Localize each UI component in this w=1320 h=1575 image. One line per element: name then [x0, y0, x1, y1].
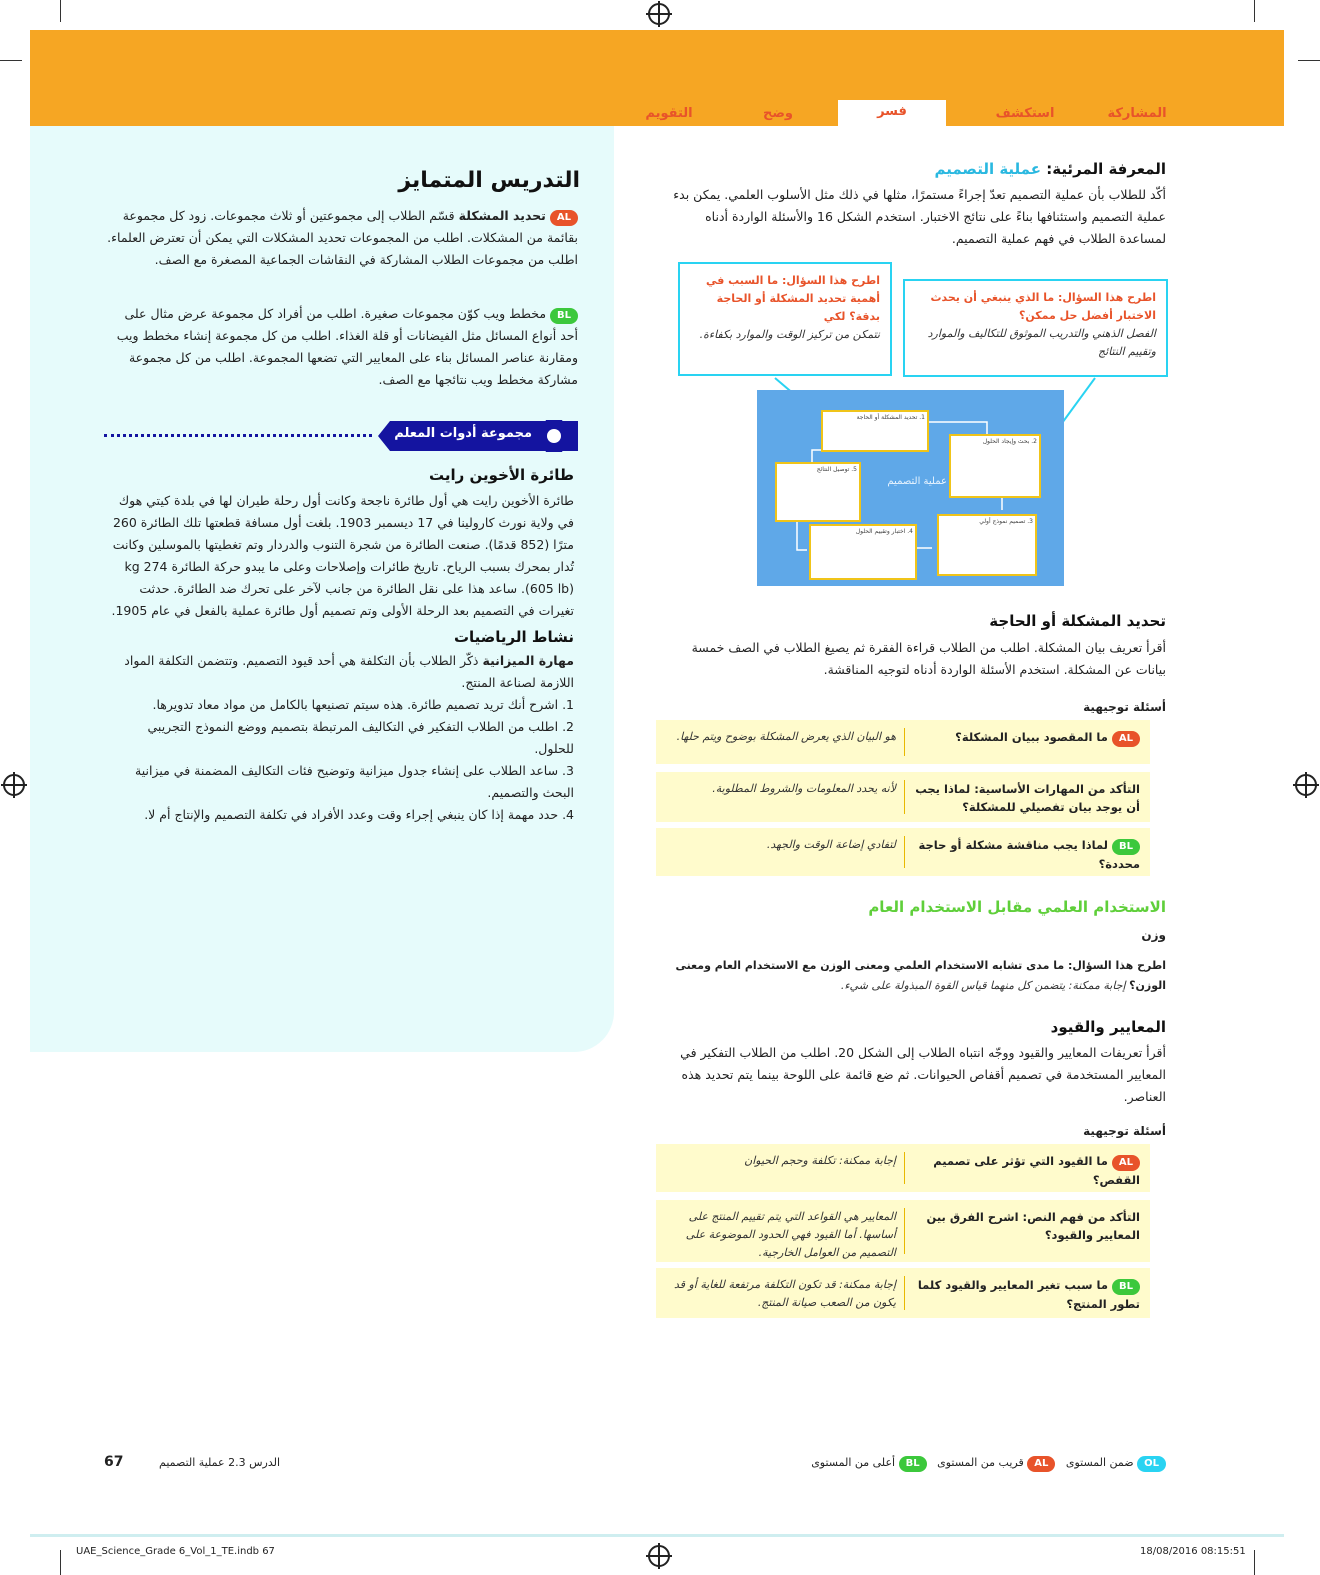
diagram-step-5: 5. توصيل النتائج	[775, 462, 861, 522]
tab-elaborate[interactable]: وضح	[762, 106, 793, 121]
math-intro-text: ذكّر الطلاب بأن التكلفة هي أحد قيود التصميم. وتتضمن التكلفة المواد اللازمة لصناعة المنتج.	[124, 653, 574, 690]
vocab-answer: إجابة ممكنة: يتضمن كل منهما قياس القوة المبذولة على شيء.	[840, 979, 1126, 992]
tab-explain[interactable]: فسر	[838, 100, 946, 128]
crop-mark	[0, 60, 22, 61]
question-row	[656, 1200, 1150, 1262]
answer-text: إجابة ممكنة: تكلفة وحجم الحيوان	[744, 1154, 896, 1167]
dotted-divider	[104, 434, 372, 437]
question-row	[656, 772, 1150, 822]
question-row	[656, 1144, 1150, 1192]
history-title: طائرة الأخوين رايت	[429, 466, 574, 484]
crop-mark	[1298, 60, 1320, 61]
math-step: 3. ساعد الطلاب على إنشاء جدول ميزانية وتوضيح فئات التكاليف المضمنة في ميزانية البحث والتصميم.	[135, 763, 574, 800]
science-vs-common-title: الاستخدام العلمي مقابل الاستخدام العام	[868, 898, 1166, 916]
define-problem-text: أقرأ تعريف بيان المشكلة. اطلب من الطلاب قراءة الفقرة ثم يصيغ الطلاب في الصف خمسة بيانات عن المشكلة. استخدم الأسئلة الواردة أدناه لتوجيه المناقشة.	[691, 640, 1166, 677]
file-name: UAE_Science_Grade 6_Vol_1_TE.indb 67	[76, 1546, 275, 1557]
answer-text: إجابة ممكنة: قد تكون التكلفة مرتفعة للغاية أو قد يكون من الصعب صيانة المنتج.	[673, 1278, 896, 1309]
bl-badge: BL	[1112, 839, 1140, 855]
crop-mark	[60, 1550, 61, 1575]
criteria-constraints-text: أقرأ تعريفات المعايير والقيود ووجّه انتباه الطلاب إلى الشكل 20. اطلب من الطلاب التفكير في المعايير المستخدمة في تصميم أقفاص الحيوانات. ثم ضع قائمة على اللوحة بينما يتم تحديد هذه العناصر.	[680, 1045, 1166, 1104]
math-step: 2. اطلب من الطلاب التفكير في التكاليف المرتبطة بتصميم ووضع النموذج التجريبي للحلول.	[147, 719, 574, 756]
callout-question: اطرح هذا السؤال: ما الذي ينبغي أن يحدث الاختبار أفضل حل ممكن؟	[930, 291, 1156, 322]
answer-text: لتفادي إضاعة الوقت والجهد.	[766, 838, 896, 851]
bl-badge: BL	[550, 308, 578, 324]
visual-literacy-text: أكّد للطلاب بأن عملية التصميم تعدّ إجراءً مستمرًا، مثلها في ذلك مثل الأسلوب العلمي. يمكن بدء عملية التصميم واستئنافها بناءً على نتائج الاختبار. استخدم الشكل 16 والأسئلة الواردة أدناه لمساعدة الطلاب في فهم عملية التصميم.	[673, 187, 1166, 246]
diagram-step-1: 1. تحديد المشكلة أو الحاجة	[821, 410, 929, 452]
callout-question: اطرح هذا السؤال: ما السبب في أهمية تحديد المشكلة أو الحاجة بدقة؟ لكي	[705, 274, 880, 323]
al-badge: AL	[1112, 1155, 1140, 1171]
registration-mark-icon	[648, 3, 670, 25]
bl-badge: BL	[1112, 1279, 1140, 1295]
al-badge: AL	[550, 210, 578, 226]
math-step: 1. اشرح أنك تريد تصميم طائرة. هذه سيتم تصنيعها بالكامل من مواد معاد تدويرها.	[152, 697, 574, 712]
guiding-questions-title: أسئلة توجيهية	[1083, 700, 1166, 714]
question-row	[656, 1268, 1150, 1318]
legend-text: أعلى من المستوى	[811, 1456, 896, 1469]
question-text: التأكد من فهم النص: اشرح الفرق بين المعايير والقيود؟	[926, 1210, 1140, 1242]
registration-mark-icon	[648, 1545, 670, 1567]
tab-engage[interactable]: المشاركة	[1107, 106, 1167, 121]
criteria-constraints-title: المعايير والقيود	[1050, 1018, 1166, 1036]
diagram-step-3: 3. تصميم نموذج أولي	[937, 514, 1037, 576]
question-text: BL لماذا يجب مناقشة مشكلة أو حاجة محددة؟	[918, 838, 1140, 871]
page-number: 67	[104, 1454, 124, 1470]
footer-line	[30, 1534, 1284, 1537]
guiding-questions-title: أسئلة توجيهية	[1083, 1124, 1166, 1138]
define-problem-title: تحديد المشكلة أو الحاجة	[989, 612, 1166, 630]
diagram-step-2: 2. بحث وإيجاد الحلول	[949, 434, 1041, 498]
design-process-diagram	[757, 390, 1064, 586]
al-lead: تحديد المشكلة	[458, 208, 546, 223]
registration-mark-icon	[3, 774, 25, 796]
panel-title: التدريس المتمايز	[398, 168, 580, 193]
bl-text: مخطط ويب كوّن مجموعات صغيرة. اطلب من أفراد كل مجموعة عرض مثال على أحد أنواع المسائل مثل الفيضانات أو قلة الغذاء. اطلب من كل مجموعة إنشاء مخطط ويب ومقارنة عناصر المسائل بناء على المعايير التي تضعها المجموعة. اطلب من كل مجموعة مشاركة مخطط ويب نتائجها مع الصف.	[116, 306, 578, 387]
question-text: التأكد من المهارات الأساسية: لماذا يجب أن يوجد بيان تفصيلي للمشكلة؟	[915, 782, 1140, 814]
registration-mark-icon	[1295, 774, 1317, 796]
diagram-step-4: 4. اختبار وتقييم الحلول	[809, 524, 917, 580]
vocab-question: اطرح هذا السؤال: ما مدى تشابه الاستخدام العلمي ومعنى الوزن مع الاستخدام العام ومعنى الوزن؟	[675, 959, 1166, 992]
question-text: AL ما المقصود ببيان المشكلة؟	[910, 728, 1140, 747]
teacher-toolkit-title: مجموعة أدوات المعلم	[394, 426, 532, 441]
question-row	[656, 828, 1150, 876]
tab-evaluate[interactable]: التقويم	[645, 106, 693, 121]
math-steps-list	[104, 694, 574, 826]
al-badge: AL	[1112, 731, 1140, 747]
callout-answer: نتمكن من تركيز الوقت والموارد بكفاءة.	[699, 328, 880, 341]
diagram-label: عملية التصميم	[887, 476, 947, 487]
crop-mark	[1254, 1550, 1255, 1575]
answer-text: هو البيان الذي يعرض المشكلة بوضوح ويتم حلها.	[676, 730, 896, 743]
al-paragraph	[104, 205, 578, 271]
lesson-label: الدرس 2.3 عملية التصميم	[159, 1456, 280, 1469]
al-text: قسّم الطلاب إلى مجموعتين أو ثلاث مجموعات. زود كل مجموعة بقائمة من المشكلات. اطلب من المجموعات تحديد المشكلات التي يمكن أن تعترض العلماء. اطلب من مجموعات الطلاب المشاركة في النقاشات الجماعية المصغرة مع الصف.	[107, 208, 578, 267]
history-text: طائرة الأخوين رايت هي أول طائرة ناجحة وكانت أول رحلة طيران لها في بلدة كيتي هوك في ولاية نورث كارولينا في 17 ديسمبر 1903. بلغت أول مسافة قطعتها تلك الطائرة 260 مترًا (852 قدمًا). صنعت الطائرة من شجرة التنوب والدردار وتم تغطيتها بالموسلين وكانت تُدار بمحرك بسبب الرياح. تاريخ طائرات وإصلاحات وعلى ما يبدو حركة الطائرة 274 kg (605 lb). ساعد هذا على نقل الطائرة من جانب لآخر على تحرك ضد الطائرة. حدثت تغيرات في التصميم بعد الرحلة الأولى وتم تصميم أول طائرة عملية بالفعل في عام 1905.	[111, 493, 574, 618]
math-lead: مهارة الميزانية	[482, 653, 574, 668]
answer-text: المعايير هي القواعد التي يتم تقييم المنتج على أساسها. أما القيود فهي الحدود الموضوعة على التصميم من العوامل الخارجية.	[685, 1210, 896, 1259]
question-text: AL ما القيود التي تؤثر على تصميم القفص؟	[933, 1154, 1140, 1187]
ol-badge: OL	[1137, 1456, 1166, 1472]
bl-paragraph	[104, 303, 578, 391]
callout-answer: الفصل الذهني والتدريب الموثوق للتكاليف والموارد وتقييم النتائج	[927, 327, 1156, 358]
math-intro	[104, 650, 574, 694]
crop-mark	[60, 0, 61, 22]
question-text: BL ما سبب تغير المعايير والقيود كلما تطور المنتج؟	[917, 1278, 1140, 1311]
bl-badge: BL	[899, 1456, 927, 1472]
legend-text: ضمن المستوى	[1065, 1456, 1134, 1469]
answer-text: لأنه يحدد المعلومات والشروط المطلوبة.	[712, 782, 896, 795]
crop-mark	[1254, 0, 1255, 22]
visual-literacy-label: المعرفة المرئية:	[1046, 160, 1166, 178]
al-badge: AL	[1027, 1456, 1055, 1472]
math-activity-title: نشاط الرياضيات	[453, 628, 574, 646]
math-step: 4. حدد مهمة إذا كان ينبغي إجراء وقت وعدد الأفراد في تكلفة التصميم والإنتاج أم لا.	[144, 807, 574, 822]
print-timestamp: 18/08/2016 08:15:51	[1140, 1546, 1246, 1557]
legend-text: قريب من المستوى	[937, 1456, 1024, 1469]
tab-explore[interactable]: استكشف	[995, 106, 1055, 121]
level-legend	[780, 1456, 1166, 1472]
vocab-question-block	[660, 956, 1166, 996]
question-row	[656, 720, 1150, 764]
visual-literacy-title	[660, 160, 1166, 178]
design-process-label: عملية التصميم	[934, 160, 1041, 178]
vocab-word: وزن	[1141, 928, 1166, 942]
